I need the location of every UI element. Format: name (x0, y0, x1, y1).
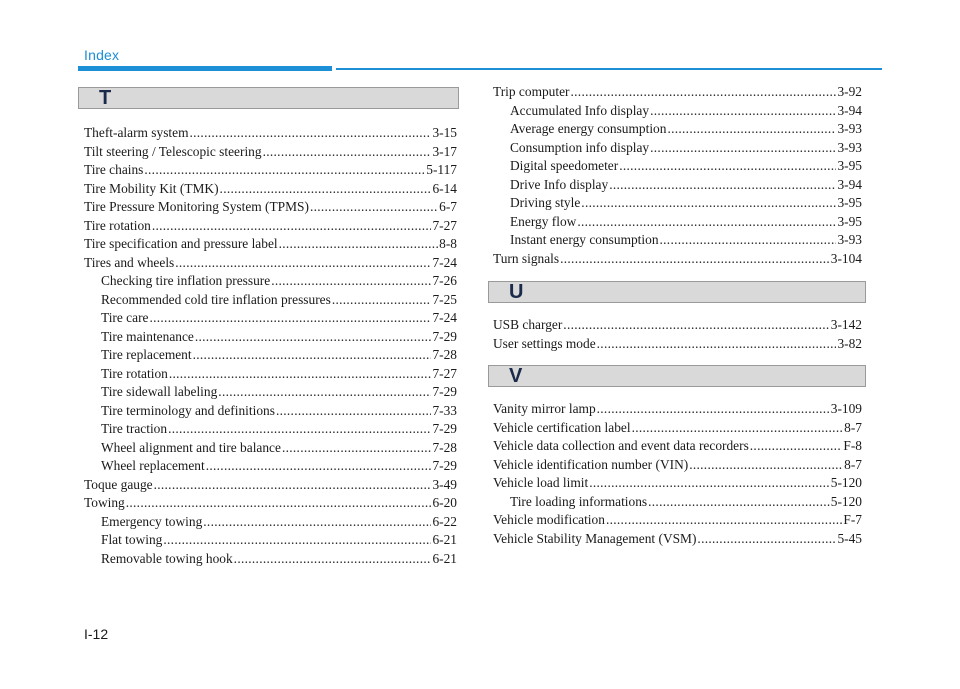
dot-leader (149, 309, 431, 328)
dot-leader (560, 250, 830, 269)
entry-label: Tire Pressure Monitoring System (TPMS) (84, 199, 309, 214)
entry-page-ref: 7-28 (432, 347, 457, 362)
entry-page-ref: 6-21 (432, 532, 457, 547)
dot-leader (650, 102, 836, 121)
entry-page-ref: F-8 (843, 438, 862, 453)
index-entry (493, 456, 862, 475)
entry-label: Vehicle certification label (493, 419, 631, 435)
dot-leader (660, 231, 837, 250)
index-entry (84, 198, 457, 217)
entry-label: Recommended cold tire inflation pressures (101, 291, 331, 307)
entry-page-ref: 5-120 (830, 475, 862, 490)
index-entry (84, 476, 457, 495)
dot-leader (152, 217, 432, 236)
index-subentry (84, 291, 457, 310)
index-entry (493, 530, 862, 549)
entry-label: Tires and wheels (84, 254, 175, 270)
index-subentry (84, 346, 457, 365)
dot-leader (648, 493, 830, 512)
index-column-right-t (493, 83, 862, 268)
entry-label: Digital speedometer (510, 158, 619, 173)
entry-label: Accumulated Info display (510, 102, 650, 118)
entry-page-ref: 7-24 (432, 254, 457, 270)
dot-leader (310, 198, 438, 217)
dot-leader (206, 457, 432, 476)
index-subentry (84, 365, 457, 384)
index-entry (493, 400, 862, 419)
entry-label: Tire loading informations (510, 493, 648, 509)
entry-label: Vehicle load limit (493, 475, 589, 490)
index-subentry (84, 328, 457, 347)
index-column-left (84, 124, 457, 568)
dot-leader (697, 530, 836, 549)
entry-label: Tire specification and pressure label (84, 236, 278, 251)
dot-leader (667, 120, 836, 139)
index-entry (493, 250, 862, 269)
entry-page-ref: 3-94 (837, 102, 862, 118)
entry-label: USB charger (493, 317, 563, 332)
entry-label: Consumption info display (510, 139, 650, 155)
entry-page-ref: 7-28 (432, 439, 457, 455)
index-subentry (493, 213, 862, 232)
entry-page-ref: 5-117 (426, 162, 457, 177)
dot-leader (279, 235, 439, 254)
dot-leader (218, 383, 431, 402)
dot-leader (203, 513, 431, 532)
entry-page-ref: 6-14 (432, 180, 457, 196)
index-subentry (84, 402, 457, 421)
entry-page-ref: F-7 (843, 512, 862, 527)
index-subentry (493, 176, 862, 195)
index-subentry (493, 231, 862, 250)
index-entry (84, 217, 457, 236)
dot-leader (632, 419, 844, 438)
section-letter-v: V (509, 365, 523, 387)
entry-page-ref: 3-92 (837, 84, 862, 99)
entry-page-ref: 7-29 (432, 421, 457, 436)
index-entry (84, 143, 457, 162)
header-rule (336, 68, 882, 70)
entry-label: Tire sidewall labeling (101, 384, 218, 399)
entry-label: Emergency towing (101, 513, 203, 529)
entry-label: Tire replacement (101, 347, 192, 362)
index-subentry (493, 120, 862, 139)
entry-page-ref: 6-21 (432, 550, 457, 566)
entry-page-ref: 3-95 (837, 195, 862, 210)
entry-page-ref: 5-45 (837, 530, 862, 546)
entry-page-ref: 3-49 (432, 476, 457, 492)
dot-leader (589, 474, 830, 493)
dot-leader (195, 328, 432, 347)
entry-label: Instant energy consumption (510, 232, 659, 247)
entry-label: Toque gauge (84, 476, 153, 492)
index-subentry (493, 157, 862, 176)
entry-page-ref: 8-7 (844, 419, 862, 435)
index-column-right-v (493, 400, 862, 548)
dot-leader (609, 176, 836, 195)
entry-page-ref: 3-93 (837, 232, 862, 247)
dot-leader (563, 316, 829, 335)
header-bar (78, 66, 332, 71)
dot-leader (175, 254, 431, 273)
entry-label: Tire terminology and definitions (101, 402, 275, 418)
entry-label: Tire traction (101, 421, 168, 436)
entry-label: Vehicle modification (493, 512, 605, 527)
index-entry (493, 83, 862, 102)
section-letter-t: T (99, 87, 112, 109)
entry-page-ref: 8-8 (439, 236, 457, 251)
dot-leader (163, 531, 431, 550)
entry-page-ref: 3-95 (837, 213, 862, 229)
entry-label: Tire chains (84, 162, 144, 177)
entry-label: Tilt steering / Telescopic steering (84, 143, 262, 159)
entry-label: Drive Info display (510, 176, 609, 192)
entry-label: Removable towing hook (101, 550, 233, 566)
dot-leader (282, 439, 432, 458)
index-subentry (84, 439, 457, 458)
entry-label: Vanity mirror lamp (493, 401, 596, 416)
header-title: Index (84, 47, 120, 63)
dot-leader (169, 365, 432, 384)
index-subentry (493, 194, 862, 213)
entry-label: Theft-alarm system (84, 125, 189, 140)
index-entry (493, 316, 862, 335)
dot-leader (581, 194, 836, 213)
index-subentry (84, 550, 457, 569)
section-letter-u: U (509, 281, 524, 303)
entry-page-ref: 3-17 (432, 143, 457, 159)
entry-page-ref: 5-120 (830, 493, 862, 509)
dot-leader (168, 420, 431, 439)
index-entry (493, 419, 862, 438)
entry-label: User settings mode (493, 335, 596, 351)
dot-leader (193, 346, 432, 365)
index-column-right-u (493, 316, 862, 353)
entry-label: Checking tire inflation pressure (101, 273, 271, 288)
entry-page-ref: 3-94 (837, 176, 862, 192)
dot-leader (154, 476, 432, 495)
entry-label: Turn signals (493, 250, 560, 266)
index-entry (84, 254, 457, 273)
entry-page-ref: 3-82 (837, 335, 862, 351)
dot-leader (234, 550, 432, 569)
index-subentry (84, 531, 457, 550)
index-entry (84, 161, 457, 180)
index-entry (493, 474, 862, 493)
entry-label: Vehicle identification number (VIN) (493, 456, 689, 472)
entry-label: Towing (84, 495, 125, 510)
entry-page-ref: 7-29 (432, 384, 457, 399)
index-subentry (493, 102, 862, 121)
dot-leader (263, 143, 432, 162)
entry-label: Tire rotation (84, 217, 151, 233)
entry-label: Driving style (510, 195, 581, 210)
index-subentry (84, 420, 457, 439)
entry-page-ref: 7-29 (432, 458, 457, 473)
index-entry (84, 180, 457, 199)
dot-leader (571, 83, 837, 102)
entry-page-ref: 6-7 (439, 199, 457, 214)
dot-leader (276, 402, 432, 421)
dot-leader (606, 511, 842, 530)
entry-label: Wheel alignment and tire balance (101, 439, 281, 455)
entry-page-ref: 3-142 (830, 317, 862, 332)
index-subentry (84, 309, 457, 328)
entry-label: Average energy consumption (510, 121, 667, 136)
index-subentry (84, 513, 457, 532)
entry-page-ref: 7-29 (432, 328, 457, 344)
entry-page-ref: 3-93 (837, 139, 862, 155)
entry-page-ref: 3-109 (830, 401, 862, 416)
index-entry (493, 511, 862, 530)
dot-leader (271, 272, 431, 291)
dot-leader (650, 139, 836, 158)
section-header-t (78, 87, 459, 109)
entry-label: Tire Mobility Kit (TMK) (84, 180, 219, 196)
dot-leader (189, 124, 431, 143)
entry-label: Trip computer (493, 84, 570, 99)
entry-page-ref: 8-7 (844, 456, 862, 472)
entry-page-ref: 3-104 (830, 250, 862, 266)
dot-leader (750, 437, 843, 456)
section-header-u (488, 281, 866, 303)
entry-label: Wheel replacement (101, 458, 205, 473)
dot-leader (332, 291, 432, 310)
entry-page-ref: 7-24 (432, 310, 457, 325)
entry-page-ref: 3-15 (432, 125, 457, 140)
dot-leader (597, 335, 837, 354)
dot-leader (619, 157, 836, 176)
index-entry (493, 335, 862, 354)
entry-page-ref: 3-95 (837, 158, 862, 173)
dot-leader (597, 400, 830, 419)
dot-leader (689, 456, 843, 475)
dot-leader (577, 213, 836, 232)
dot-leader (144, 161, 425, 180)
index-entry (493, 437, 862, 456)
dot-leader (126, 494, 432, 513)
entry-page-ref: 7-27 (432, 217, 457, 233)
entry-label: Flat towing (101, 532, 163, 547)
entry-label: Vehicle Stability Management (VSM) (493, 530, 697, 546)
entry-label: Tire maintenance (101, 328, 194, 344)
index-subentry (84, 272, 457, 291)
entry-label: Tire rotation (101, 365, 168, 381)
index-subentry (493, 139, 862, 158)
entry-page-ref: 6-22 (432, 513, 457, 529)
index-subentry (493, 493, 862, 512)
page-number: I-12 (84, 626, 109, 642)
index-entry (84, 235, 457, 254)
index-subentry (84, 457, 457, 476)
entry-page-ref: 7-33 (432, 402, 457, 418)
entry-page-ref: 3-93 (837, 121, 862, 136)
entry-label: Vehicle data collection and event data recorders (493, 438, 749, 453)
entry-label: Energy flow (510, 213, 577, 229)
index-entry (84, 124, 457, 143)
section-header-v (488, 365, 866, 387)
index-entry (84, 494, 457, 513)
entry-label: Tire care (101, 310, 149, 325)
entry-page-ref: 7-26 (432, 273, 457, 288)
dot-leader (220, 180, 432, 199)
entry-page-ref: 6-20 (432, 495, 457, 510)
entry-page-ref: 7-25 (432, 291, 457, 307)
entry-page-ref: 7-27 (432, 365, 457, 381)
index-subentry (84, 383, 457, 402)
